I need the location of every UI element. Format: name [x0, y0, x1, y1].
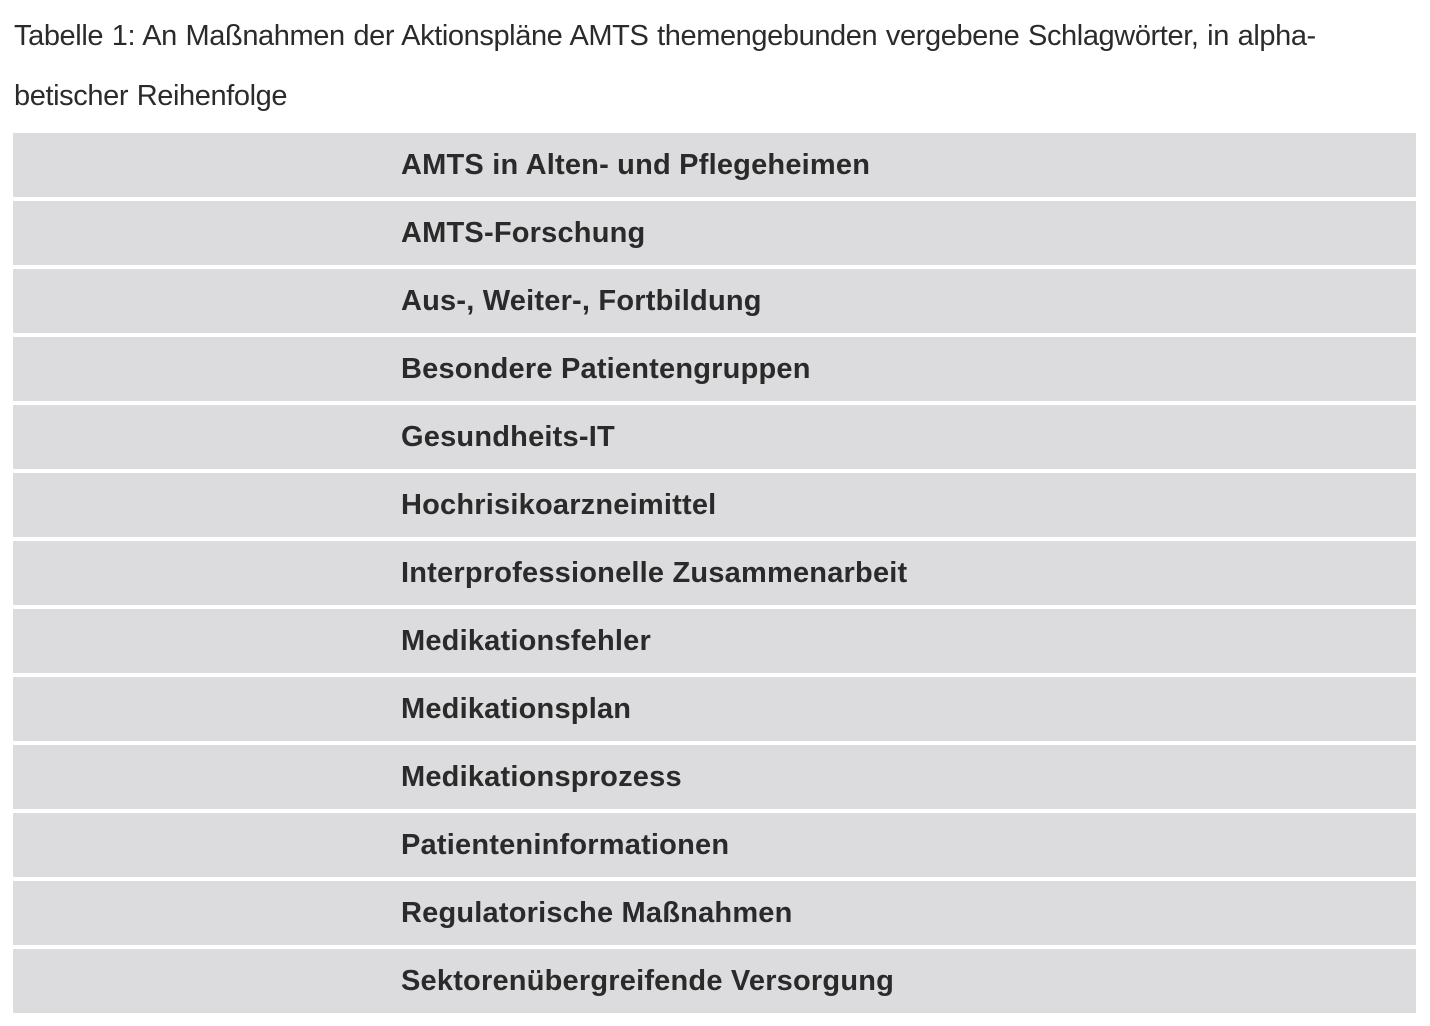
table-cell: Medikationsplan [401, 693, 632, 725]
table-cell: Gesundheits-IT [401, 421, 615, 453]
table-cell: Aus-, Weiter-, Fortbildung [401, 285, 762, 317]
table-row [13, 473, 1416, 537]
table-row [13, 949, 1416, 1013]
table-row [13, 133, 1416, 197]
keyword-table [13, 133, 1416, 1013]
table-row [13, 405, 1416, 469]
table-cell: Hochrisikoarzneimittel [401, 489, 717, 521]
table-cell: Regulatorische Maßnahmen [401, 897, 793, 929]
table-row [13, 677, 1416, 741]
table-row [13, 813, 1416, 877]
table-row [13, 201, 1416, 265]
table-caption [14, 6, 1419, 126]
table-row [13, 269, 1416, 333]
table-cell: Interprofessionelle Zusammenarbeit [401, 557, 908, 589]
table-cell: Besondere Patientengruppen [401, 353, 811, 385]
table-caption-line-1: Tabelle 1: An Maßnahmen der Aktionspläne AMTS themengebunden vergebene Schlagwörter, in alpha- [14, 20, 1316, 52]
table-row [13, 609, 1416, 673]
table-cell: Patienteninformationen [401, 829, 730, 861]
table-row [13, 541, 1416, 605]
table-row [13, 745, 1416, 809]
table-cell: AMTS in Alten- und Pflegeheimen [401, 149, 871, 181]
table-cell: Medikationsprozess [401, 761, 682, 793]
table-row [13, 337, 1416, 401]
table-row [13, 881, 1416, 945]
table-cell: AMTS-Forschung [401, 217, 646, 249]
table-cell: Sektorenübergreifende Versorgung [401, 965, 895, 997]
table-caption-line-2: betischer Reihenfolge [14, 80, 288, 112]
table-cell: Medikationsfehler [401, 625, 651, 657]
